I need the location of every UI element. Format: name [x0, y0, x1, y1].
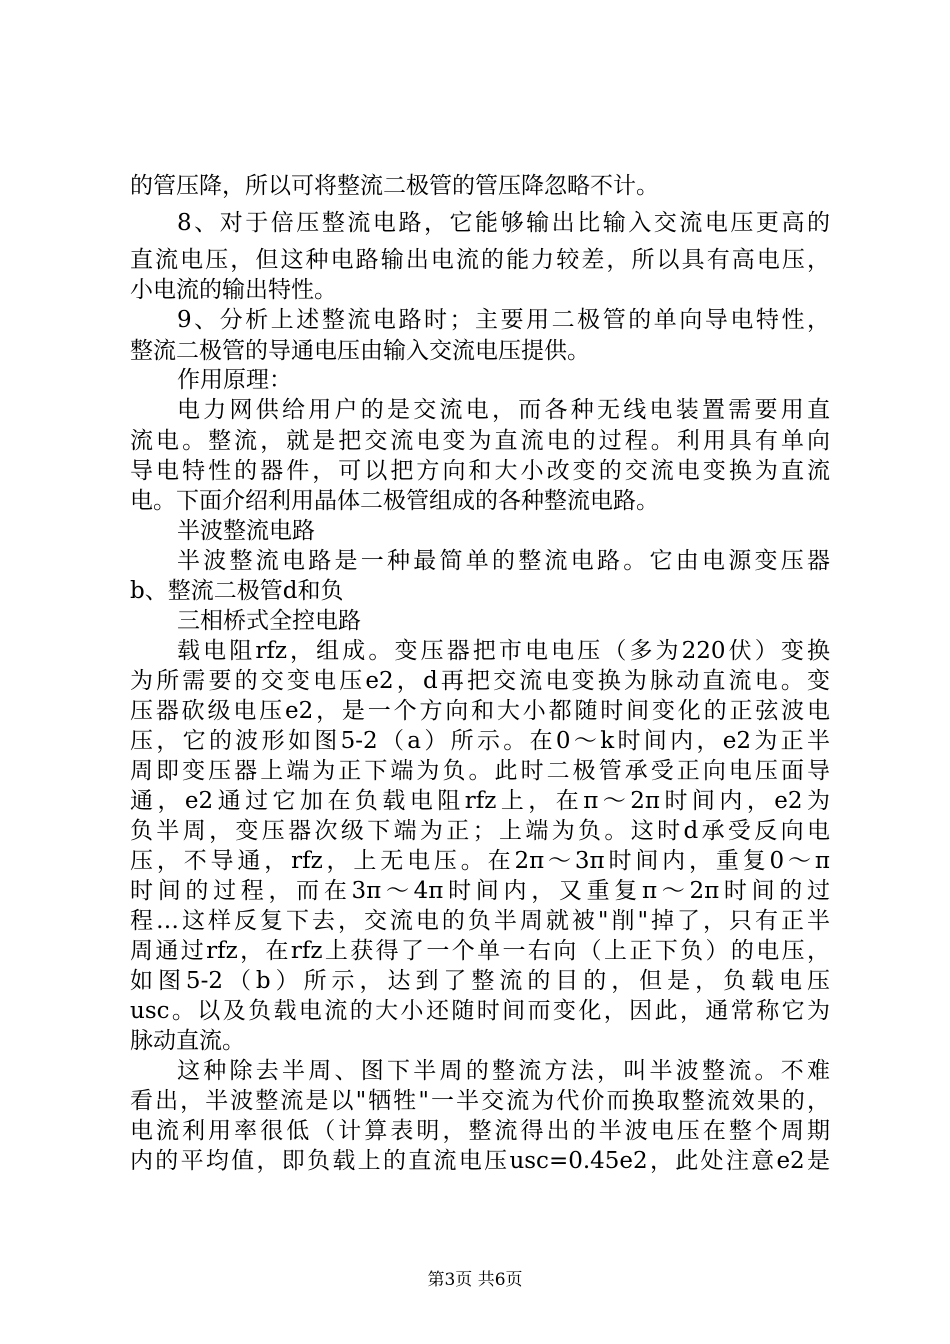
section-heading: 三相桥式全控电路 — [177, 608, 361, 634]
text-line: 程…这样反复下去，交流电的负半周就被"削"掉了，只有正半 — [130, 908, 830, 934]
text-line: 脉动直流。 — [130, 1028, 245, 1054]
text-line: 为所需要的交变电压e2，d再把交流电变换为脉动直流电。变 — [130, 668, 830, 694]
text-line: 如图5-2（b）所示，达到了整流的目的，但是，负载电压 — [130, 968, 830, 994]
text-line: 的管压降，所以可将整流二极管的管压降忽略不计。 — [130, 173, 659, 199]
text-line: 负半周，变压器次级下端为正；上端为负。这时d承受反向电 — [130, 818, 830, 844]
text-line: 整流二极管的导通电压由输入交流电压提供。 — [130, 338, 590, 364]
text-line: b、整流二极管d和负 — [130, 578, 344, 604]
text-line: 半波整流电路是一种最简单的整流电路。它由电源变压器 — [177, 548, 830, 574]
text-line: 直流电压，但这种电路输出电流的能力较差，所以具有高电压， — [130, 247, 830, 273]
section-heading: 作用原理： — [177, 367, 292, 393]
text-line: usc。以及负载电流的大小还随时间而变化，因此，通常称它为 — [130, 998, 830, 1024]
text-line: 载电阻rfz，组成。变压器把市电电压（多为220伏）变换 — [177, 638, 830, 664]
text-line: 流电。整流，就是把交流电变为直流电的过程。利用具有单向 — [130, 428, 830, 454]
text-line: 电力网供给用户的是交流电，而各种无线电装置需要用直 — [177, 397, 830, 423]
text-line: 看出，半波整流是以"牺牲"一半交流为代价而换取整流效果的， — [130, 1088, 830, 1114]
text-line: 电。下面介绍利用晶体二极管组成的各种整流电路。 — [130, 488, 659, 514]
text-line: 周即变压器上端为正下端为负。此时二极管承受正向电压面导 — [130, 758, 830, 784]
page-footer: 第3页 共6页 — [427, 1270, 523, 1290]
text-line: 小电流的输出特性。 — [130, 277, 337, 303]
text-line: 压，它的波形如图5-2（a）所示。在0～k时间内，e2为正半 — [130, 728, 830, 754]
text-line: 导电特性的器件，可以把方向和大小改变的交流电变换为直流 — [130, 458, 830, 484]
text-line: 电流利用率很低（计算表明，整流得出的半波电压在整个周期 — [130, 1118, 830, 1144]
text-line: 通，e2通过它加在负载电阻rfz上，在π～2π时间内，e2为 — [130, 788, 830, 814]
text-line: 压器砍级电压e2，是一个方向和大小都随时间变化的正弦波电 — [130, 698, 830, 724]
text-line: 周通过rfz，在rfz上获得了一个单一右向（上正下负）的电压， — [130, 938, 830, 964]
text-line: 9、分析上述整流电路时；主要用二极管的单向导电特性， — [177, 307, 830, 333]
text-line: 这种除去半周、图下半周的整流方法，叫半波整流。不难 — [177, 1058, 830, 1084]
text-line: 时间的过程，而在3π～4π时间内，又重复π～2π时间的过 — [130, 878, 830, 904]
section-heading: 半波整流电路 — [177, 518, 315, 544]
text-line: 8、对于倍压整流电路，它能够输出比输入交流电压更高的 — [177, 210, 830, 236]
text-line: 内的平均值，即负载上的直流电压usc=0.45e2，此处注意e2是 — [130, 1148, 830, 1174]
text-line: 压，不导通，rfz，上无电压。在2π～3π时间内，重复0～π — [130, 848, 830, 874]
